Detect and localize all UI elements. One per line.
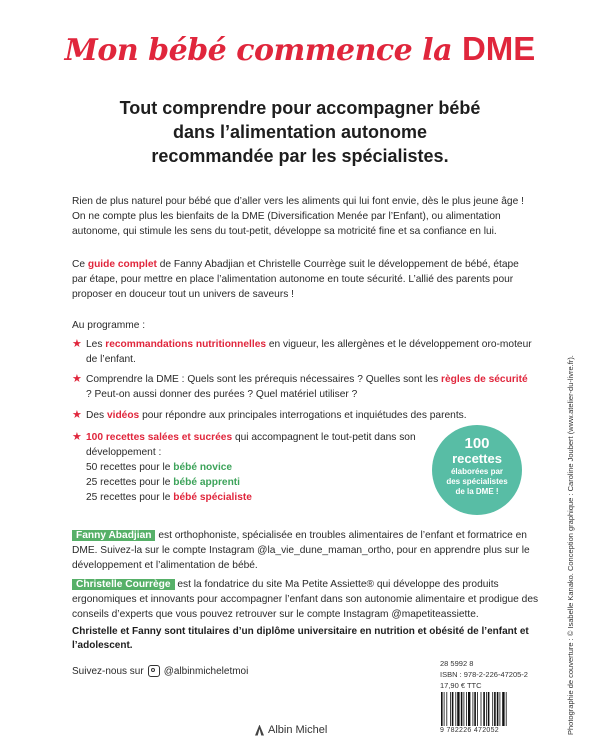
cover-credits: Photographie de couverture : © Isabelle Kanako. Conception graphique : Caroline Joubert (www.atelier-du-livre.fr). (566, 355, 575, 735)
barcode-number: 9 782226 472052 (440, 727, 499, 734)
program-item: ★ Comprendre la DME : Quels sont les prérequis nécessaires ? Quelles sont les règles de sécurité ? Peut-on aussi donner des purées ? Quel matériel utiliser ? (72, 373, 528, 400)
program-item: ★ Les recommandations nutritionnelles en vigueur, les allergènes et le développement oro-moteur de l’enfant. (72, 338, 532, 365)
author-name-tag: Christelle Courrège (72, 579, 175, 590)
barcode-icon (440, 692, 528, 726)
social-follow: Suivez-nous sur @albinmicheletmoi (72, 665, 249, 677)
star-icon: ★ (72, 373, 82, 385)
program-item: ★ Des vidéos pour répondre aux principales interrogations et inquiétudes des parents. (72, 409, 467, 421)
intro-paragraph: Rien de plus naturel pour bébé que d’aller vers les aliments qui lui font envie, dès le plus jeune âge ! On ne compte plus les bienfaits de la DME (Diversification Menée par l’Enfant), ou alimentation autonome, qui stimule les sens du tout-petit, développe sa motricité fine et sa confiance en lui. (72, 196, 524, 237)
author-fanny: Fanny Abadjian est orthophoniste, spécialisée en troubles alimentaires de l’enfant et formatrice en DME. Suivez-la sur le compte Instagram @la_vie_dune_maman_ortho, pour en apprendre plus sur le développement et l’alimentation de bébé. (72, 530, 530, 571)
publisher-mark-icon (255, 725, 264, 736)
barcode-info: 28 5992 8 ISBN : 978-2-226-47205-2 17,90 € TTC (440, 659, 528, 690)
guide-paragraph: Ce guide complet de Fanny Abadjian et Christelle Courrège suit le développement de bébé, étape par étape, pour mettre en place l’alimentation autonome en toute sécurité. L’allié des parents pour proposer en douceur tout un univers de saveurs ! (72, 259, 519, 300)
instagram-handle[interactable]: @albinmicheletmoi (163, 665, 249, 677)
recipes-badge: 100 recettes élaborées par des spécialistes de la DME ! (432, 425, 522, 515)
program-label: Au programme : (72, 320, 146, 331)
publisher-logo: Albin Michel (255, 724, 327, 736)
book-title: Mon bébé commence la DME (64, 30, 536, 68)
recipe-level-apprenti: 25 recettes pour le bébé apprenti (86, 477, 241, 488)
author-name-tag: Fanny Abadjian (72, 530, 155, 541)
star-icon: ★ (72, 409, 82, 421)
authors-credentials: Christelle et Fanny sont titulaires d’un diplôme universitaire en nutrition et obésité de l’enfant et l’adolescent. (72, 626, 529, 651)
recipe-level-specialiste: 25 recettes pour le bébé spécialiste (86, 492, 252, 503)
star-icon: ★ (72, 338, 82, 350)
recipe-level-novice: 50 recettes pour le bébé novice (86, 462, 233, 473)
subtitle: Tout comprendre pour accompagner bébé dans l’alimentation autonome recommandée par les spécialistes. (119, 98, 481, 166)
author-christelle: Christelle Courrège est la fondatrice du site Ma Petite Assiette® qui développe des produits ergonomiques et innovants pour accompagner l’enfant dans son autonomie alimentaire et prodigue des conseils d’experts que vous pouvez retrouver sur le compte Instagram @mapetiteassiette. (72, 579, 539, 620)
instagram-icon (148, 665, 160, 677)
program-item: ★ 100 recettes salées et sucrées qui accompagnent le tout-petit dans son développement : 50 recettes pour le bébé novice 25 recettes pour le bébé apprenti 25 recettes pour le bébé spécialiste (72, 430, 452, 505)
star-icon: ★ (72, 431, 82, 443)
